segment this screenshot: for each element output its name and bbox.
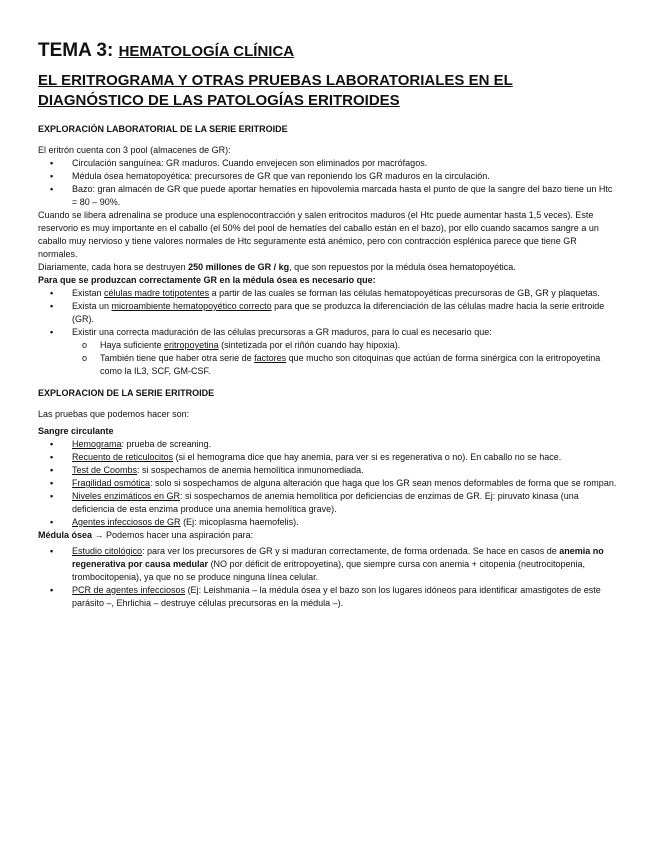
text-run-underlined: Recuento de reticulocitos [72, 452, 174, 462]
text-run: (si el hemograma dice que hay anemia, para ver si es regenerativa o no). En caballo no se hace. [173, 452, 562, 462]
text-run: , que son repuestos por la médula ósea hematopoyética. [289, 262, 516, 272]
text-run-underlined: factores [254, 353, 287, 363]
text-run: Existan [72, 288, 105, 298]
eritron-intro: El eritrón cuenta con 3 pool (almacenes de GR): [38, 145, 231, 155]
text-run-underlined: Test de Coombs [72, 465, 138, 475]
title-subject: HEMATOLOGÍA CLÍNICA [118, 43, 295, 60]
list-item [72, 584, 618, 610]
list-item [72, 545, 618, 584]
document-content [38, 40, 618, 610]
sublist-item [100, 352, 618, 378]
tests-intro: Las pruebas que podemos hacer son: [38, 409, 190, 419]
text-run: (NO por déficit de eritropoyetina), que siempre cursa con anemia + citopenia (neutrocitopenia, trombocitopenia), ya que no se produce ninguna línea celular. [72, 559, 586, 582]
text-run: Exista un [72, 301, 112, 311]
text-run: que mucho son citoquinas que actúan de forma sinérgica con la eritropoyetina como la IL3, SCF, GM-CSF. [100, 353, 601, 376]
text-run-underlined: células madre totipotentes [104, 288, 210, 298]
list-item: • Circulación sanguínea: GR maduros. Cuando envejecen son eliminados por macrófagos. [72, 157, 618, 170]
text-run-underlined: microambiente hematopoyético correcto [111, 301, 272, 311]
adrenaline-paragraph: Cuando se libera adrenalina se produce una esplenocontracción y salen eritrocitos maduros (el Htc puede aumentar hasta 1,5 veces). Este reservorio es muy importante en el caballo (el 50% del pool de hematíes del caballo están en el bazo), por ello cuando sacamos sangre a un caballo muy nervioso y tiene valores normales de Htc seguramente está anémico, pero con contracción esplénica parece que tiene GR normales. [38, 210, 599, 259]
text-run-bold: anemia no regenerativa por causa medular [72, 546, 604, 569]
section1-heading: EXPLORACIÓN LABORATORIAL DE LA SERIE ERITROIDE [38, 124, 288, 134]
text-run: a partir de las cuales se forman las células hematopoyéticas precursoras de GB, GR y plaquetas. [209, 288, 600, 298]
list-item [72, 451, 618, 464]
text-run: Diariamente, cada hora se destruyen [38, 262, 189, 272]
text-run-underlined: Estudio citológico [72, 546, 143, 556]
text-run: → Podemos hacer una aspiración para: [92, 530, 254, 540]
text-run-bold: 250 millones de GR / kg [188, 262, 290, 272]
marrow-heading [38, 529, 618, 542]
text-run: También tiene que haber otra serie de [100, 353, 255, 363]
text-run: Existir una correcta maduración de las células precursoras a GR maduros, para lo cual es necesario que: [72, 327, 492, 337]
text-run: : si sospechamos de anemia hemolítica por deficiencias de enzimas de GR. Ej: piruvato kinasa (una deficiencia de esta enzima produce una anemia hemolítica grave). [72, 491, 579, 514]
text-run-underlined: Hemograma [72, 439, 122, 449]
section2-heading: EXPLORACION DE LA SERIE ERITROIDE [38, 388, 215, 398]
text-run: para que se produzca la diferenciación de las células madre hacia la serie eritroide (GR). [72, 301, 605, 324]
list-item: • Bazo: gran almacén de GR que puede aportar hematíes en hipovolemia marcada hasta el punto de que la sangre del bazo tiene un Htc = 80 – 90%. [72, 183, 618, 209]
spacer [38, 378, 618, 387]
page-subtitle: EL ERITROGRAMA Y OTRAS PRUEBAS LABORATORIALES EN EL DIAGNÓSTICO DE LAS PATOLOGÍAS ERITROIDES [38, 72, 513, 109]
text-run-underlined: eritropoyetina [164, 340, 219, 350]
text-run-underlined: Niveles enzimáticos en GR [72, 491, 181, 501]
list-item [72, 477, 618, 490]
text-run: : solo si sospechamos de alguna alteración que haga que los GR sean menos deformables de forma que se rompan. [150, 478, 617, 488]
list-item [72, 300, 618, 326]
text-run-underlined: PCR de agentes infecciosos [72, 585, 186, 595]
text-run-bold: Médula ósea [38, 530, 93, 540]
requirements-heading: Para que se produzcan correctamente GR en la médula ósea es necesario que: [38, 275, 376, 285]
sublist-item [100, 339, 618, 352]
text-run: (Ej: micoplasma haemofelis). [180, 517, 299, 527]
blood-tests-list [38, 438, 618, 529]
text-run: : para ver los precursores de GR y si maduran correctamente, de forma ordenada. Se hace en casos de [142, 546, 560, 556]
blood-heading: Sangre circulante [38, 426, 114, 436]
text-run-underlined: Fragilidad osmótica [72, 478, 151, 488]
pool-list [38, 157, 618, 209]
title-prefix: TEMA 3: [38, 40, 119, 61]
requirements-list [38, 287, 618, 378]
text-run: (Ej: Leishmania – la médula ósea y el bazo son los lugares idóneos para identificar amastigotes de este parásito –, Ehrlichia – destruye células precursoras en la médula –). [72, 585, 601, 608]
text-run-underlined: Agentes infecciosos de GR [72, 517, 181, 527]
list-item [72, 438, 618, 451]
list-item [72, 326, 618, 378]
text-run: : si sospechamos de anemia hemolítica inmunomediada. [137, 465, 364, 475]
page-title [38, 40, 618, 63]
list-item: • Médula ósea hematopoyética: precursores de GR que van reponiendo los GR maduros en la circulación. [72, 170, 618, 183]
text-run: : prueba de screaning. [121, 439, 212, 449]
list-item [72, 490, 618, 516]
list-item [72, 516, 618, 529]
daily-destruction-paragraph [38, 261, 618, 274]
text-run: (sintetizada por el riñón cuando hay hipoxia). [218, 340, 401, 350]
list-item [72, 464, 618, 477]
list-item [72, 287, 618, 300]
text-run: Haya suficiente [100, 340, 165, 350]
marrow-tests-list [38, 545, 618, 610]
maturation-sublist [72, 339, 618, 378]
